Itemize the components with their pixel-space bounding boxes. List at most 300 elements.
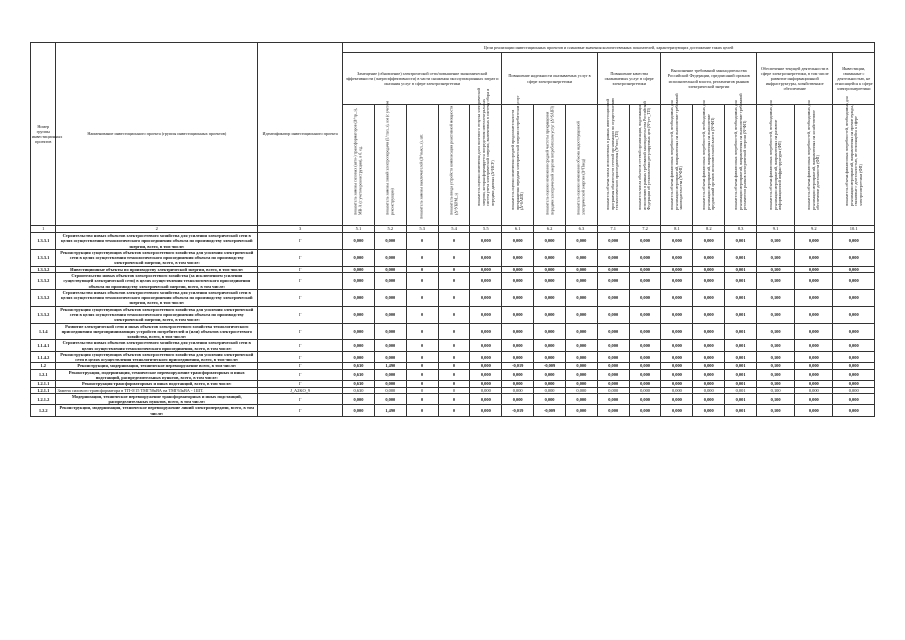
header-indicator-1	[343, 105, 375, 226]
row-value: 0,000	[534, 233, 566, 250]
column-number: 7.1	[597, 226, 629, 233]
row-value: 0,000	[565, 249, 597, 266]
row-value: 0,000	[470, 393, 502, 405]
row-value: 0,000	[470, 323, 502, 340]
header-indicator-4	[438, 105, 470, 226]
header-indicator-text: показатель объема финансовых потребностей, необходимых для реализации мероприятий, направленных на выполнение требований законодательства (N^ФП)	[669, 93, 684, 211]
row-value: 0,000	[502, 340, 534, 352]
column-number: 5.3	[406, 226, 438, 233]
row-value: 0,000	[795, 369, 833, 381]
row-value: 0,000	[661, 306, 693, 323]
row-value: 0,000	[795, 405, 833, 417]
row-value: 0,630	[343, 381, 375, 387]
row-value: 0,000	[470, 351, 502, 363]
row-project-name: Реконструкция, модернизация, техническое перевооружение трансформаторных и иных подстанций, распределительных пунктов, всего, в том числе:	[56, 369, 258, 381]
row-value: 0,000	[693, 351, 725, 363]
row-project-id: Г	[258, 266, 343, 272]
header-indicator-text: показатель ввода устройств компенсации реактивной мощности (Δ^УКРМ_з)	[448, 105, 458, 215]
row-project-id: Г	[258, 306, 343, 323]
row-value: 0,000	[661, 233, 693, 250]
row-value: 0,100	[757, 289, 795, 306]
row-value: 0,000	[565, 272, 597, 289]
row-value: 0,000	[565, 381, 597, 387]
row-value: 0	[438, 233, 470, 250]
row-value: 0,001	[725, 272, 757, 289]
row-value: 0,000	[565, 340, 597, 352]
table-row	[31, 289, 875, 306]
row-value: 0,000	[629, 369, 661, 381]
header-indicator-10	[629, 101, 661, 226]
row-value: 0,000	[343, 405, 375, 417]
row-value: 0,000	[597, 405, 629, 417]
row-project-id: Г	[258, 363, 343, 369]
row-value: 0	[406, 393, 438, 405]
header-indicator-3	[406, 105, 438, 226]
header-group-6: Повышение надежности оказываемых услуг в сфере электроэнергетики	[502, 53, 598, 105]
row-value: 0,000	[693, 381, 725, 387]
row-value: 0,000	[661, 266, 693, 272]
row-value: 0,000	[795, 340, 833, 352]
row-value: 0,000	[565, 289, 597, 306]
row-value: 0,000	[629, 340, 661, 352]
row-value: 0	[438, 381, 470, 387]
header-indicator-15	[795, 100, 833, 226]
column-number: 2	[56, 226, 258, 233]
column-number: 7.2	[629, 226, 661, 233]
header-indicator-text: показатель оценки изменения объема недоотпущенной электрической энергии (Δ^Пнед)	[575, 121, 586, 215]
row-value: 0,000	[629, 272, 661, 289]
row-value: 0,000	[661, 381, 693, 387]
row-value: 0,630	[343, 363, 375, 369]
row-value: 0,000	[565, 387, 597, 393]
row-value: 0,000	[597, 351, 629, 363]
row-project-name: Реконструкция существующих объектов электросетевого хозяйства для усиления электрической сети в целях осуществления технологического присоединения объекта по производству электрической энергии, всего, в том числе:	[56, 306, 258, 323]
header-indicator-12	[693, 100, 725, 226]
header-group-8: Выполнение требований законодательства Российской Федерации, предписаний органов исполнительной власти, регламентов рынков электрической энергии	[661, 53, 757, 105]
row-value: 0,000	[374, 381, 406, 387]
row-value: 0,000	[374, 369, 406, 381]
row-value: 0	[438, 289, 470, 306]
row-value: 0,001	[725, 405, 757, 417]
row-value: 0,000	[597, 381, 629, 387]
row-value: 0,000	[565, 233, 597, 250]
row-value: 0,000	[534, 306, 566, 323]
row-value: 0	[406, 387, 438, 393]
row-value: 0	[406, 369, 438, 381]
row-value: 0,000	[565, 266, 597, 272]
row-value: 0,100	[757, 387, 795, 393]
row-project-id: Г	[258, 369, 343, 381]
row-value: 0,100	[757, 381, 795, 387]
header-group-5: Замещение (обновление) электрической сети/повышение экономической эффективности (энергоэффективности) в части снижения эксплуатационных затрат и оказания услуг в сфере электроэнергетики	[343, 53, 502, 105]
row-value: 0,000	[661, 272, 693, 289]
column-number: 1	[31, 226, 56, 233]
row-value: 0,000	[693, 272, 725, 289]
row-value: 0,000	[374, 340, 406, 352]
row-value: 0,000	[374, 272, 406, 289]
row-value: 0,000	[565, 363, 597, 369]
row-group-number: 1.3.3.1	[31, 233, 56, 250]
header-indicator-5	[470, 87, 502, 226]
row-value: 0,000	[470, 369, 502, 381]
row-value: 0,100	[757, 272, 795, 289]
row-value: 0,000	[833, 306, 875, 323]
row-value: 0,630	[343, 387, 375, 393]
row-group-number: 1.3.3.2	[31, 266, 56, 272]
row-value: 0,000	[534, 351, 566, 363]
row-value: 0,000	[470, 233, 502, 250]
row-value: 0,000	[661, 323, 693, 340]
row-value: 0,000	[374, 351, 406, 363]
column-number: 6.3	[565, 226, 597, 233]
row-value: 0,100	[757, 249, 795, 266]
row-value: 0,000	[693, 306, 725, 323]
header-indicator-text: показатель объема финансовых потребностей, необходимых для реализации мероприятий, направленных на выполнение требований регламентов рынков электрической энергии (N^ФП)	[732, 93, 747, 211]
row-value: 0,000	[629, 351, 661, 363]
table-row	[31, 249, 875, 266]
row-value: 0,000	[833, 233, 875, 250]
column-number: 5.4	[438, 226, 470, 233]
row-value: 0,000	[661, 405, 693, 417]
row-value: 0	[438, 249, 470, 266]
row-value: 0,000	[534, 323, 566, 340]
row-value: 0,000	[343, 393, 375, 405]
row-value: 0,000	[833, 266, 875, 272]
row-group-number: 1.1.4.2	[31, 351, 56, 363]
header-indicator-text: показатель замены силовых (авто-) трансформаторов (Δ^тр_з), МВ·А (с учетом реконструкции), в б. ед.	[352, 107, 363, 215]
header-indicator-13	[725, 93, 757, 226]
column-number: 5.2	[374, 226, 406, 233]
row-project-name: Замена силового трансформатора в ТП-0/15 ТМГ50кВА на ТМГ63кВА - 1ШТ.	[56, 387, 258, 393]
column-number: 5.1	[343, 226, 375, 233]
header-indicator-text: показатель объема числа исполненных в рамках инвестиционной программы обязательств сетевой организации по осуществлению технологического присоединения (N^исп_ТП)	[605, 98, 620, 211]
row-value: 0,000	[343, 233, 375, 250]
row-value: 0,000	[374, 289, 406, 306]
row-value: 0,000	[629, 266, 661, 272]
row-value: 0,000	[502, 266, 534, 272]
row-value: 0,000	[470, 272, 502, 289]
row-value: 0,000	[502, 306, 534, 323]
row-group-number: 1.1.4.1	[31, 340, 56, 352]
header-indicator-text: показатель объема финансовых потребностей, необходимых для реализации мероприятий, направленных на развитие информационной инфраструктуры (ФП)	[767, 100, 782, 211]
row-project-id: Г	[258, 272, 343, 289]
row-value: 0,000	[693, 405, 725, 417]
row-value: 0,000	[795, 393, 833, 405]
row-value: 0,000	[661, 363, 693, 369]
row-value: 0	[406, 405, 438, 417]
table-row	[31, 405, 875, 417]
column-number: 10.1	[833, 226, 875, 233]
row-value: 0	[438, 351, 470, 363]
row-value: 0,000	[374, 306, 406, 323]
header-indicator-text: показатель числа объектов сетевой организации, подлежащих исполнению в рамках требований законодательства Российской Федерации об установлении регулируемых цен (N^уст_ТП)	[637, 101, 652, 211]
row-value: 0,000	[693, 249, 725, 266]
row-value: 0,000	[629, 363, 661, 369]
row-value: 0,000	[795, 289, 833, 306]
header-indicator-11	[661, 93, 693, 226]
row-value: 0,000	[693, 369, 725, 381]
row-project-name: Развитие электрической сети и иных объектов электросетевого хозяйства технологического присоединения энергопринимающих устройств потребителей и (или) объектов электросетевого хозяйства, всего, в том числе:	[56, 323, 258, 340]
row-project-name: Строительство новых объектов электросетевого хозяйства (за исключением усиления существующей электрической сети) в целях осуществления технологического присоединения объекта по производству электрической энергии, всего, в том числе:	[56, 272, 258, 289]
row-value: 0,100	[757, 233, 795, 250]
row-value: 0,000	[470, 387, 502, 393]
row-value: 0,000	[629, 381, 661, 387]
row-value: 0,100	[757, 306, 795, 323]
row-project-id: Г	[258, 289, 343, 306]
row-group-number: 1.2	[31, 363, 56, 369]
row-value: 0,000	[597, 387, 629, 393]
row-value: 0,000	[565, 323, 597, 340]
row-value: 0,001	[725, 363, 757, 369]
table-row	[31, 351, 875, 363]
row-value: 0,000	[502, 351, 534, 363]
row-project-name: Строительство новых объектов электросетевого хозяйства для усиления электрической сети в целях осуществления технологического присоединения объекта по производству электрической энергии, всего, в том числе:	[56, 233, 258, 250]
row-value: 0	[406, 272, 438, 289]
row-project-name: Реконструкция существующих объектов электросетевого хозяйства для усиления электрической сети в целях осуществления технологического присоединения объекта по производству электрической энергии, всего, в том числе:	[56, 249, 258, 266]
row-value: 0,000	[629, 289, 661, 306]
column-number: 8.2	[693, 226, 725, 233]
row-value: 0	[438, 340, 470, 352]
row-value: 0,000	[597, 306, 629, 323]
row-project-name: Строительство новых объектов электросетевого хозяйства для усиления электрической сети в целях осуществления технологического присоединения объекта по производству электрической энергии, всего, в том числе:	[56, 289, 258, 306]
row-project-id: Г	[258, 405, 343, 417]
row-value: 0	[406, 340, 438, 352]
row-value: 0,000	[470, 289, 502, 306]
row-value: 0	[438, 393, 470, 405]
row-value: 0,000	[470, 249, 502, 266]
row-value: 0,001	[725, 249, 757, 266]
row-group-number: 1.3.3.1	[31, 249, 56, 266]
column-number: 6.2	[534, 226, 566, 233]
row-value: 0,000	[470, 381, 502, 387]
row-value: 0,100	[757, 393, 795, 405]
column-number: 8.1	[661, 226, 693, 233]
row-value: 0,000	[470, 405, 502, 417]
row-value: 0,000	[502, 369, 534, 381]
row-value: 0,000	[502, 233, 534, 250]
row-project-id: Г	[258, 393, 343, 405]
row-value: 0,001	[725, 387, 757, 393]
row-project-id: Г	[258, 340, 343, 352]
row-value: 0	[438, 405, 470, 417]
row-value: 0,000	[795, 381, 833, 387]
row-value: 0	[406, 381, 438, 387]
header-indicator-text: показатель объема финансовых потребностей, необходимых для реализации мероприятий, направленных на хозяйственное обеспечение деятельности (ФП)	[805, 100, 821, 211]
row-value: 0,000	[795, 363, 833, 369]
header-group-7: Повышение качества оказываемых услуг в сфере электроэнергетики	[597, 53, 661, 105]
row-value: 0,000	[597, 369, 629, 381]
header-group-10: Инвестиции, связанные с деятельностью, не относящейся к сфере электроэнергетики	[833, 53, 875, 105]
row-project-id: Г	[258, 381, 343, 387]
row-value: 0,000	[597, 266, 629, 272]
row-project-id: Г	[258, 351, 343, 363]
row-value: -0,019	[502, 363, 534, 369]
row-value: 0,000	[470, 266, 502, 272]
row-value: 0,000	[470, 306, 502, 323]
row-value: 0,000	[534, 387, 566, 393]
header-indicator-8	[565, 105, 597, 226]
row-value: 0,000	[833, 323, 875, 340]
header-indicator-16	[833, 95, 875, 226]
row-value: 0,000	[534, 266, 566, 272]
row-value: 0,001	[725, 266, 757, 272]
header-indicator-2	[374, 100, 406, 226]
row-value: 0,000	[661, 340, 693, 352]
header-indicator-14	[757, 100, 795, 226]
row-value: 0,000	[597, 289, 629, 306]
row-value: 0,000	[374, 233, 406, 250]
table-row	[31, 306, 875, 323]
row-value: 0,000	[374, 266, 406, 272]
row-value: 0,100	[757, 369, 795, 381]
row-value: 0	[406, 323, 438, 340]
row-value: 0	[438, 363, 470, 369]
row-project-name: Реконструкция трансформаторных и иных подстанций, всего, в том числе:	[56, 381, 258, 387]
row-value: 0,001	[725, 369, 757, 381]
row-value: 0,000	[795, 323, 833, 340]
row-value: 0,000	[693, 393, 725, 405]
header-indicator-text: показатель объема финансовых потребностей, необходимых для реализации мероприятий, направленных на выполнение предписаний органов исполнительной власти (N^ФП)	[700, 100, 716, 211]
row-value: 0,000	[693, 340, 725, 352]
row-project-id: Г	[258, 323, 343, 340]
row-group-number: 1.2.1.1	[31, 387, 56, 393]
header-indicator-text: показатель объема финансовых потребностей, необходимых для реализации мероприятий, направленных на прочие нужды, связанные с деятельностью, не относящейся к сфере электроэнергетики (ФП)	[843, 95, 863, 206]
row-value: 0,000	[343, 266, 375, 272]
row-value: 0,000	[661, 369, 693, 381]
row-value: 0,000	[661, 393, 693, 405]
row-value: 0,001	[725, 351, 757, 363]
row-group-number: 1.2.2	[31, 405, 56, 417]
row-project-name: Строительство новых объектов электросетевого хозяйства для усиления электрической сети в целях осуществления технологического присоединения, всего, в том числе:	[56, 340, 258, 352]
row-value: 0,000	[534, 393, 566, 405]
row-value: 0,000	[629, 306, 661, 323]
table-row	[31, 323, 875, 340]
header-group-number: Номер группы инвестиционных проектов	[31, 43, 56, 226]
row-value: 0,000	[502, 393, 534, 405]
row-value: 0,000	[597, 340, 629, 352]
row-value: 0,000	[629, 393, 661, 405]
row-value: 0	[406, 233, 438, 250]
row-value: 0,000	[661, 289, 693, 306]
row-value: 0,000	[565, 393, 597, 405]
row-value: 0,001	[725, 233, 757, 250]
row-value: 0,000	[833, 289, 875, 306]
row-group-number: 1.2.1.2	[31, 393, 56, 405]
row-value: 0,001	[725, 306, 757, 323]
row-value: 0,000	[374, 387, 406, 393]
row-value: 0,630	[343, 369, 375, 381]
row-project-id: J_A2KO_9	[258, 387, 343, 393]
row-value: 0,000	[833, 272, 875, 289]
row-value: 0,000	[629, 387, 661, 393]
row-value: 0	[406, 266, 438, 272]
row-group-number: 1.2.1.1	[31, 381, 56, 387]
column-number: 3	[258, 226, 343, 233]
column-number: 9.1	[757, 226, 795, 233]
row-value: 0,000	[833, 351, 875, 363]
header-indicator-text: показатель оценки изменения средней продолжительности прекращения передачи электрической энергии потребителям услуг (Δ^SAIDI)	[509, 95, 524, 211]
row-value: 0,000	[833, 405, 875, 417]
row-value: 0,000	[534, 289, 566, 306]
row-value: 0,000	[833, 381, 875, 387]
row-value: 0,000	[795, 387, 833, 393]
row-value: 0,000	[629, 249, 661, 266]
row-value: 0,000	[502, 387, 534, 393]
row-project-name: Модернизация, техническое перевооружение трансформаторных и иных подстанций, распределительных пунктов, всего, в том числе:	[56, 393, 258, 405]
report-sheet	[30, 42, 875, 417]
row-value: 0,000	[693, 363, 725, 369]
row-value: 0,001	[725, 289, 757, 306]
row-value: 0,000	[833, 369, 875, 381]
row-value: 0,000	[343, 272, 375, 289]
row-value: 0,000	[343, 323, 375, 340]
row-value: 0,000	[795, 266, 833, 272]
row-value: 0	[438, 323, 470, 340]
row-value: 0	[438, 272, 470, 289]
row-value: 0,000	[597, 393, 629, 405]
row-value: 0,000	[343, 340, 375, 352]
row-value: 0,000	[597, 272, 629, 289]
row-project-name: Реконструкция, модернизация, техническое перевооружение линий электропередачи, всего, в том числе:	[56, 405, 258, 417]
row-value: 0,000	[661, 249, 693, 266]
row-value: 0	[406, 289, 438, 306]
row-value: -0,009	[534, 405, 566, 417]
row-value: 0,000	[693, 289, 725, 306]
row-value: 0,000	[597, 233, 629, 250]
row-value: 0,000	[597, 249, 629, 266]
row-value: 0,000	[502, 381, 534, 387]
row-value: 0,000	[374, 323, 406, 340]
row-value: 0,000	[534, 369, 566, 381]
row-value: 0,000	[833, 387, 875, 393]
row-value: 0,000	[343, 306, 375, 323]
header-indicator-9	[597, 98, 629, 226]
header-project-name: Наименование инвестиционного проекта (группы инвестиционных проектов)	[56, 43, 258, 226]
row-value: 0,000	[534, 340, 566, 352]
row-value: 0	[406, 306, 438, 323]
row-value: 0	[438, 369, 470, 381]
row-value: 0,001	[725, 393, 757, 405]
row-group-number: 1.2.1	[31, 369, 56, 381]
row-value: 0,000	[795, 306, 833, 323]
row-value: 0,000	[629, 233, 661, 250]
row-value: -0,009	[534, 363, 566, 369]
row-value: 0,000	[693, 233, 725, 250]
header-project-id: Идентификатор инвестиционного проекта	[258, 43, 343, 226]
row-value: 0,000	[565, 306, 597, 323]
row-value: 0,100	[757, 363, 795, 369]
row-value: 0,000	[693, 387, 725, 393]
header-indicator-text: показатель оценки изменения доли полезного отпуска электрической энергии, которая формируется посредством интеллектуальных систем учета электрической энергии, включенных в систему сбора и передачи данных (Δ^ИСУ)	[475, 87, 495, 206]
row-value: 0,000	[833, 249, 875, 266]
table-row	[31, 233, 875, 250]
row-value: 0,100	[757, 405, 795, 417]
row-project-name: Инвестиционные объекты по производству электрической энергии, всего, в том числе:	[56, 266, 258, 272]
row-value: 0,000	[795, 249, 833, 266]
row-value: 0	[406, 249, 438, 266]
row-group-number: 1.1.4	[31, 323, 56, 340]
row-group-number: 1.3.3.2	[31, 306, 56, 323]
row-value: 0	[438, 387, 470, 393]
column-number: 9.2	[795, 226, 833, 233]
row-value: 0,000	[534, 381, 566, 387]
row-value: 0,000	[795, 351, 833, 363]
row-group-number: 1.3.3.2	[31, 272, 56, 289]
row-value: 0,000	[502, 249, 534, 266]
row-project-id: Г	[258, 233, 343, 250]
row-project-id: Г	[258, 249, 343, 266]
row-value: 0,000	[795, 272, 833, 289]
